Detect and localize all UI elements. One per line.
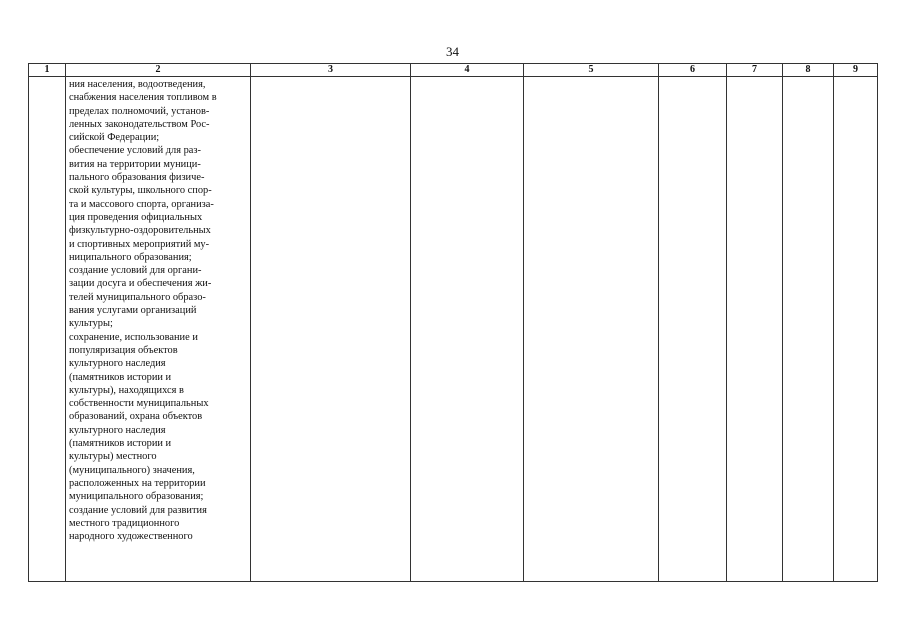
column-header-3: 3	[251, 64, 411, 77]
powers-text: ния населения, водоотведения, снабжения населения топливом в пределах полномочий, установ- ленных законодательством Рос- сийской Федерации; обеспечение условий для раз- вития на территории муници- пального образования физиче- ской культуры, школьного спор- та и массового спорта, организа- ция проведения официальных физкультурно-оздоровительных и спортивных мероприятий му- ниципального образования; создание условий для органи- зации досуга и обеспечения жи- телей муниципального образо- вания услугами организаций культуры; сохранение, использование и популяризация объектов культурного наследия (памятников истории и культуры), находящихся в собственности муниципальных образований, охрана объектов культурного наследия (памятников истории и культуры) местного (муниципального) значения, расположенных на территории муниципального образования; создание условий для развития местного традиционного народного художественного	[69, 79, 217, 543]
column-header-6: 6	[659, 64, 727, 77]
data-table	[28, 63, 878, 582]
cell-col-1	[29, 77, 66, 582]
column-header-8: 8	[783, 64, 834, 77]
cell-col-3	[251, 77, 411, 582]
column-header-1: 1	[29, 64, 66, 77]
column-header-5: 5	[524, 64, 659, 77]
cell-col-6	[659, 77, 727, 582]
column-header-7: 7	[727, 64, 783, 77]
column-header-4: 4	[411, 64, 524, 77]
page-number: 34	[446, 44, 459, 59]
cell-col-9	[834, 77, 878, 582]
column-header-2: 2	[66, 64, 251, 77]
cell-col-2	[66, 77, 251, 582]
cell-col-4	[411, 77, 524, 582]
cell-col-5	[524, 77, 659, 582]
header-row	[29, 64, 878, 77]
cell-col-7	[727, 77, 783, 582]
table-row	[29, 77, 878, 582]
cell-col-8	[783, 77, 834, 582]
column-header-9: 9	[834, 64, 878, 77]
